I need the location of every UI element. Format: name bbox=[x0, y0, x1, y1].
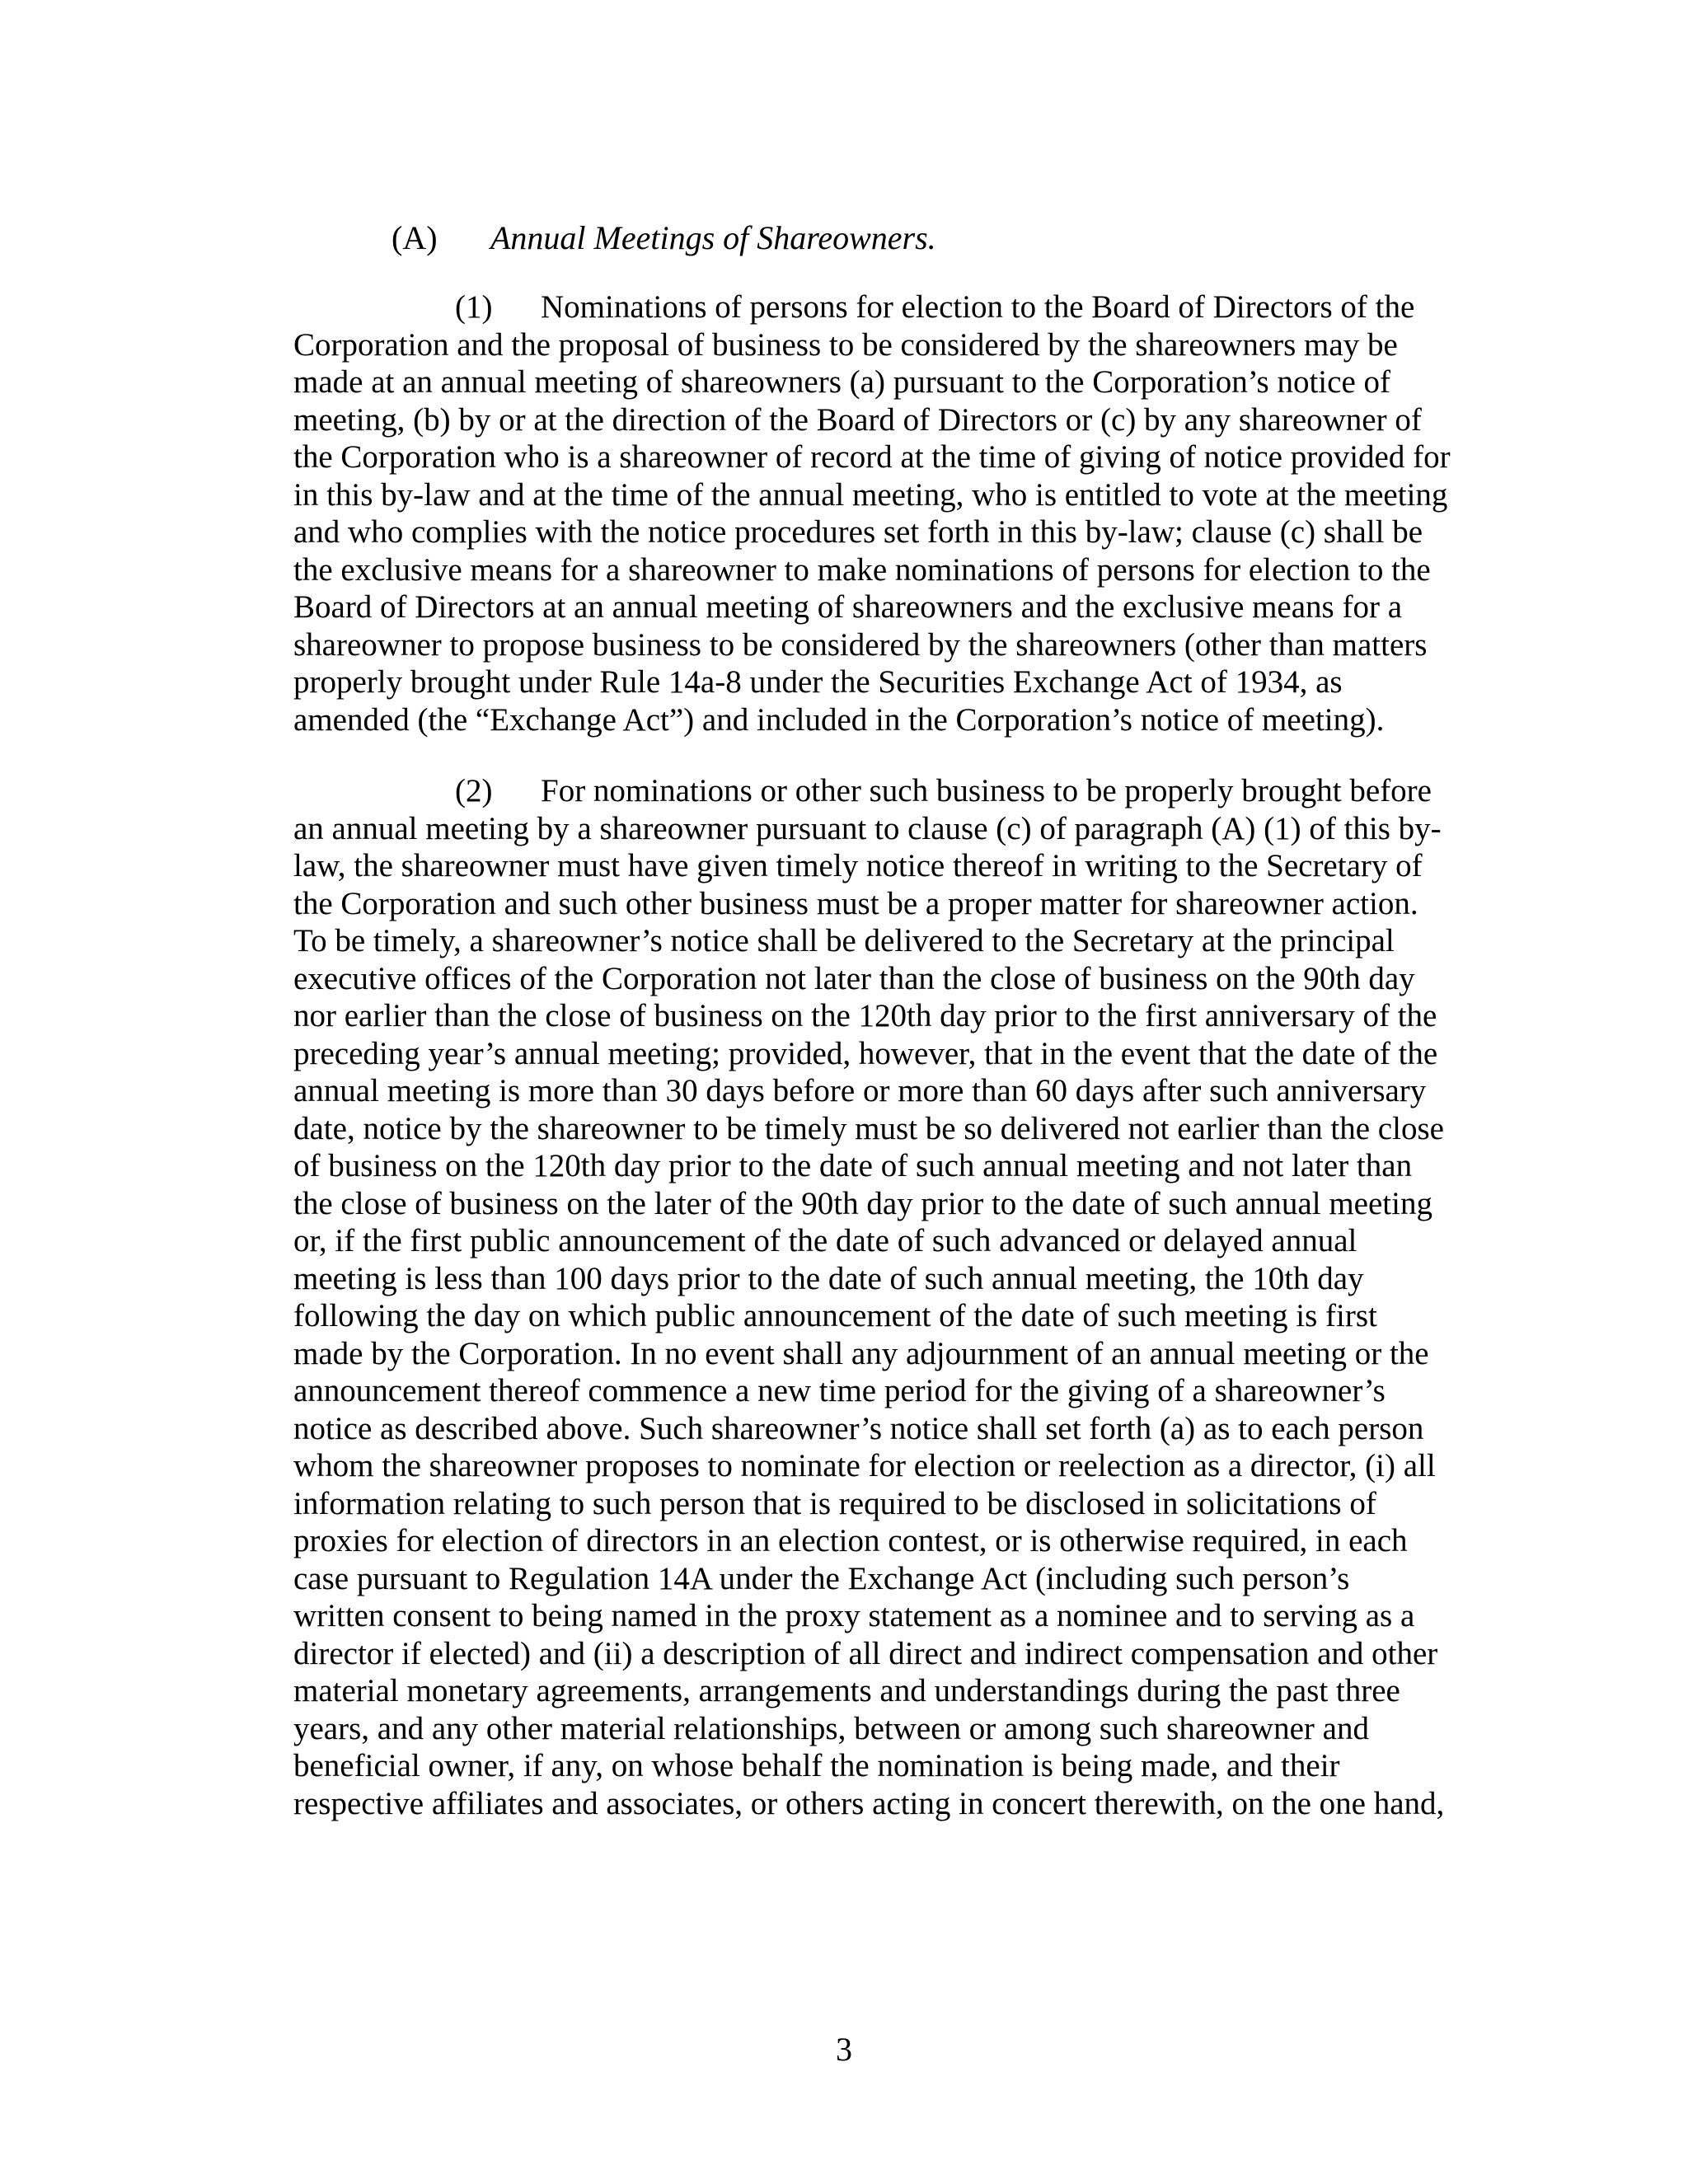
paragraph-line: the exclusive means for a shareowner to make nominations of persons for election to the bbox=[293, 551, 1431, 588]
paragraph-line: written consent to being named in the proxy statement as a nominee and to serving as a bbox=[293, 1598, 1415, 1633]
paragraph-line: Board of Directors at an annual meeting of shareowners and the exclusive means for a bbox=[293, 589, 1403, 625]
paragraph-line: of business on the 120th day prior to the date of such annual meeting and not later than bbox=[293, 1148, 1413, 1183]
paragraph-line: annual meeting is more than 30 days before or more than 60 days after such anniversary bbox=[293, 1073, 1427, 1108]
paragraph-line: director if elected) and (ii) a description of all direct and indirect compensation and other bbox=[293, 1635, 1438, 1671]
paragraph-line: in this by-law and at the time of the annual meeting, who is entitled to vote at the meeting bbox=[293, 476, 1448, 513]
paragraph-line: preceding year’s annual meeting; provided, however, that in the event that the date of the bbox=[293, 1035, 1438, 1071]
paragraph-line: made by the Corporation. In no event shall any adjournment of an annual meeting or the bbox=[293, 1335, 1429, 1371]
paragraph-line: meeting is less than 100 days prior to the date of such annual meeting, the 10th day bbox=[293, 1260, 1364, 1296]
section-heading bbox=[392, 218, 936, 259]
paragraph-line: material monetary agreements, arrangements and understandings during the past three bbox=[293, 1673, 1400, 1708]
section-title: Annual Meetings of Shareowners. bbox=[490, 219, 936, 256]
paragraph-line: properly brought under Rule 14a-8 under the Securities Exchange Act of 1934, as bbox=[293, 664, 1343, 700]
paragraph-line: following the day on which public announcement of the date of such meeting is first bbox=[293, 1298, 1377, 1333]
paragraph-line bbox=[293, 288, 1480, 326]
paragraph-line: amended (the “Exchange Act”) and included in the Corporation’s notice of meeting). bbox=[293, 701, 1385, 738]
section-number: (A) bbox=[392, 219, 438, 256]
paragraph-line: or, if the first public announcement of the date of such advanced or delayed annual bbox=[293, 1223, 1357, 1258]
paragraph-line-text: Nominations of persons for election to the Board of Directors of the bbox=[541, 289, 1415, 325]
paragraph-line: date, notice by the shareowner to be timely must be so delivered not earlier than the close bbox=[293, 1110, 1444, 1146]
paragraph-number: (1) bbox=[455, 289, 493, 325]
paragraph-line: law, the shareowner must have given timely notice thereof in writing to the Secretary of bbox=[293, 848, 1423, 883]
paragraph-line: nor earlier than the close of business on the 120th day prior to the first anniversary of the bbox=[293, 998, 1437, 1033]
paragraph-line: notice as described above. Such shareowner’s notice shall set forth (a) as to each person bbox=[293, 1410, 1424, 1446]
paragraph-line: executive offices of the Corporation not later than the close of business on the 90th day bbox=[293, 960, 1415, 996]
paragraph-line: announcement thereof commence a new time period for the giving of a shareowner’s bbox=[293, 1373, 1386, 1408]
paragraph-line: proxies for election of directors in an election contest, or is otherwise required, in each bbox=[293, 1523, 1408, 1558]
paragraph-line-text: For nominations or other such business to be properly brought before bbox=[541, 773, 1432, 808]
paragraph-line: and who complies with the notice procedures set forth in this by-law; clause (c) shall be bbox=[293, 514, 1423, 550]
paragraph-line: case pursuant to Regulation 14A under the Exchange Act (including such person’s bbox=[293, 1560, 1350, 1596]
paragraph-line: To be timely, a shareowner’s notice shall be delivered to the Secretary at the principal bbox=[293, 923, 1395, 958]
paragraph-line: respective affiliates and associates, or others acting in concert therewith, on the one hand, bbox=[293, 1785, 1445, 1821]
paragraph-line: the Corporation and such other business must be a proper matter for shareowner action. bbox=[293, 885, 1418, 921]
paragraph-line: years, and any other material relationships, between or among such shareowner and bbox=[293, 1710, 1369, 1746]
page-number: 3 bbox=[836, 2031, 852, 2068]
paragraph-line: an annual meeting by a shareowner pursuant to clause (c) of paragraph (A) (1) of this by- bbox=[293, 810, 1442, 846]
paragraph-line bbox=[293, 772, 1480, 810]
paragraph-2 bbox=[293, 772, 1480, 1822]
paragraph-line: beneficial owner, if any, on whose behalf the nomination is being made, and their bbox=[293, 1748, 1340, 1783]
paragraph-line: shareowner to propose business to be considered by the shareowners (other than matters bbox=[293, 626, 1428, 663]
paragraph-line: the Corporation who is a shareowner of record at the time of giving of notice provided for bbox=[293, 439, 1451, 475]
paragraph-number: (2) bbox=[455, 773, 493, 808]
paragraph-1 bbox=[293, 288, 1480, 738]
paragraph-line: information relating to such person that is required to be disclosed in solicitations of bbox=[293, 1485, 1376, 1521]
paragraph-line: meeting, (b) by or at the direction of the Board of Directors or (c) by any shareowner of bbox=[293, 401, 1422, 438]
paragraph-line: the close of business on the later of the 90th day prior to the date of such annual meeting bbox=[293, 1185, 1432, 1221]
paragraph-line: whom the shareowner proposes to nominate for election or reelection as a director, (i) all bbox=[293, 1448, 1436, 1483]
paragraph-line: made at an annual meeting of shareowners (a) pursuant to the Corporation’s notice of bbox=[293, 364, 1390, 400]
paragraph-line: Corporation and the proposal of business to be considered by the shareowners may be bbox=[293, 326, 1398, 363]
